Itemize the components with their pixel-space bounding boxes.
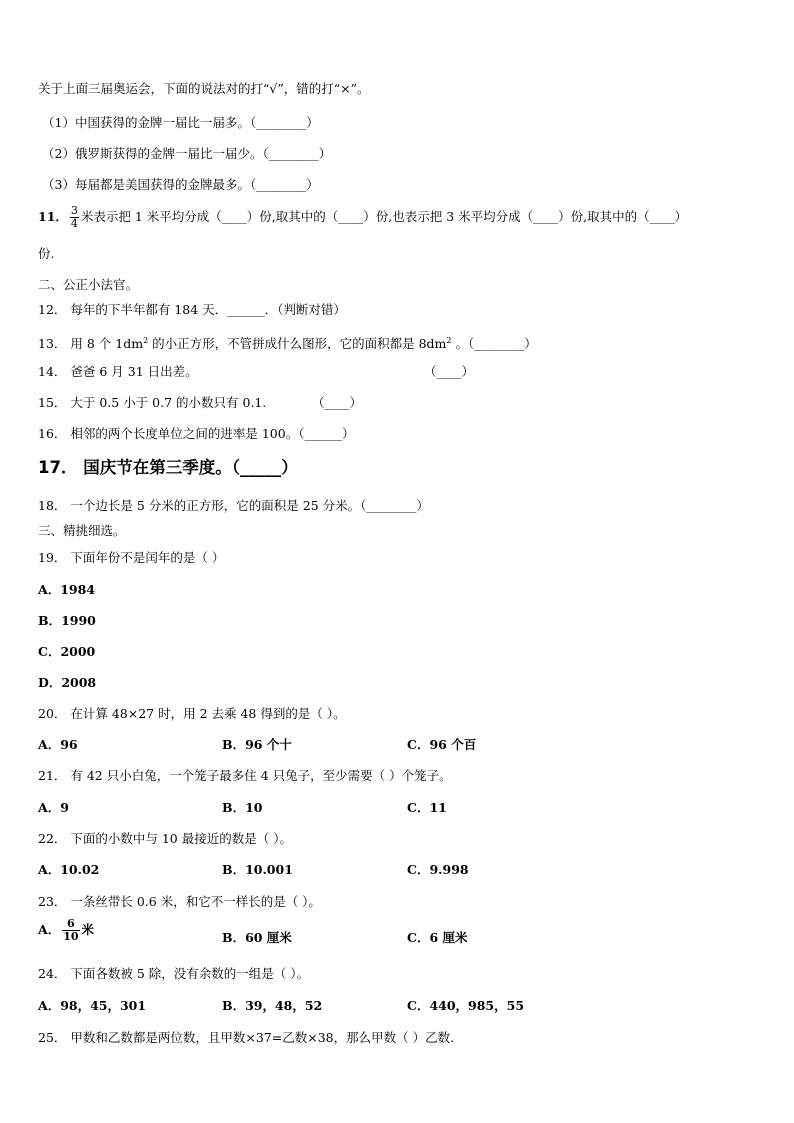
- question-21: 21． 有 42 只小白兔，一个笼子最多住 4 只兔子，至少需要（ ）个笼子。: [38, 768, 452, 783]
- sub-item-3: （3）每届都是美国获得的金牌最多。（________）: [42, 177, 319, 192]
- question-25: 25． 甲数和乙数都是两位数，且甲数×37=乙数×38，那么甲数（ ）乙数.: [38, 1030, 455, 1045]
- fraction-denominator: 4: [70, 217, 78, 230]
- section-2-heading: 二、公正小法官。: [38, 277, 139, 292]
- q23-option-c: C．6 厘米: [407, 930, 468, 945]
- question-22: 22． 下面的小数中与 10 最接近的数是（ ）。: [38, 831, 292, 846]
- question-17: 17． 国庆节在第三季度。（_____）: [38, 458, 298, 477]
- q21-option-b: B．10: [222, 800, 263, 815]
- q21-option-c: C．11: [407, 800, 447, 815]
- intro-text: 关于上面三届奥运会，下面的说法对的打“√”，错的打“×”。: [38, 81, 370, 96]
- section-3-heading: 三、精挑细选。: [38, 523, 126, 538]
- question-13: [38, 333, 537, 352]
- question-11-continued: 份.: [38, 246, 55, 261]
- fraction-3-4: [70, 205, 79, 230]
- q23-option-b: B．60 厘米: [222, 930, 292, 945]
- q20-option-c: C．96 个百: [407, 737, 477, 752]
- question-15: 15． 大于 0.5 小于 0.7 的小数只有 0.1.: [38, 395, 267, 410]
- option-label: A．: [38, 922, 61, 937]
- q19-option-c: C．2000: [38, 644, 96, 659]
- q20-option-b: B．96 个十: [222, 737, 292, 752]
- question-13-pre: 13． 用 8 个 1dm: [38, 336, 144, 352]
- question-15-blank: （____）: [312, 395, 363, 410]
- q22-option-a: A．10.02: [38, 862, 100, 877]
- superscript: 2: [143, 336, 149, 345]
- question-19: 19． 下面年份不是闰年的是（ ）: [38, 550, 225, 565]
- sub-item-1: （1）中国获得的金牌一届比一届多。（________）: [42, 115, 319, 130]
- question-20: 20． 在计算 48×27 时，用 2 去乘 48 得到的是（ ）。: [38, 706, 346, 721]
- superscript: 2: [446, 336, 452, 345]
- q24-option-c: C．440，985，55: [407, 998, 525, 1013]
- question-14: 14． 爸爸 6 月 31 日出差。: [38, 364, 198, 379]
- question-12: 12． 每年的下半年都有 184 天．______．（判断对错）: [38, 302, 346, 317]
- question-number: 11．: [38, 209, 68, 224]
- question-13-post: 。（________）: [451, 336, 537, 352]
- fraction-6-10: [62, 918, 79, 943]
- q19-option-a: A．1984: [38, 582, 95, 597]
- q19-option-b: B．1990: [38, 613, 96, 628]
- question-13-mid: 的小正方形，不管拼成什么图形，它的面积都是 8dm: [148, 336, 447, 352]
- q22-option-c: C．9.998: [407, 862, 469, 877]
- question-14-blank: （____）: [424, 364, 475, 379]
- question-23: 23． 一条丝带长 0.6 米，和它不一样长的是（ ）。: [38, 894, 321, 909]
- fraction-numerator: 3: [70, 204, 78, 217]
- q20-option-a: A．96: [38, 737, 78, 752]
- q21-option-a: A．9: [38, 800, 69, 815]
- fraction-numerator: 6: [62, 918, 79, 931]
- q24-option-a: A．98，45，301: [38, 998, 147, 1013]
- question-11-text: 米表示把 1 米平均分成（____）份,取其中的（____）份,也表示把 3 米平均分成（____）份,取其中的（____）: [80, 209, 688, 224]
- question-24: 24． 下面各数被 5 除，没有余数的一组是（ ）。: [38, 966, 310, 981]
- q19-option-d: D．2008: [38, 675, 97, 690]
- q24-option-b: B．39，48，52: [222, 998, 323, 1013]
- question-11: [38, 205, 687, 230]
- q23-option-a: [38, 918, 94, 943]
- option-unit: 米: [81, 922, 95, 937]
- fraction-denominator: 10: [63, 930, 79, 943]
- question-18: 18． 一个边长是 5 分米的正方形，它的面积是 25 分米。（________）: [38, 498, 429, 513]
- sub-item-2: （2）俄罗斯获得的金牌一届比一届少。（________）: [42, 146, 332, 161]
- q22-option-b: B．10.001: [222, 862, 293, 877]
- question-16: 16． 相邻的两个长度单位之间的进率是 100。（______）: [38, 426, 355, 441]
